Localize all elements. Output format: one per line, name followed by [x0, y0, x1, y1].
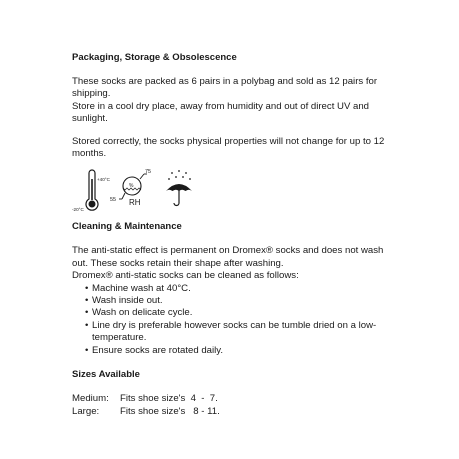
- storage-paragraph: Store in a cool dry place, away from humidity and out of direct UV and sunlight.: [72, 100, 370, 125]
- bullet-icon: •: [85, 282, 89, 294]
- temp-low-label: -20°C: [72, 207, 84, 213]
- humidity-high-label: 75: [145, 169, 151, 176]
- size-value-large: Fits shoe size's 8 - 11.: [120, 405, 220, 417]
- list-item: [86, 345, 392, 357]
- list-item-text: Wash inside out.: [92, 295, 163, 307]
- product-info: [72, 52, 392, 418]
- cleaning-intro: Dromex® anti-static socks can be cleaned as follows:: [72, 270, 299, 282]
- cleaning-heading: Cleaning & Maintenance: [72, 221, 182, 233]
- humidity-rh-label: RH: [129, 198, 141, 208]
- bullet-icon: •: [85, 344, 89, 356]
- list-item: [86, 295, 392, 307]
- list-item: [86, 307, 392, 319]
- list-item-text: Line dry is preferable however socks can be tumble dried on a low-temperature.: [92, 319, 377, 344]
- humidity-low-label: 55: [110, 197, 116, 204]
- thermometer-icon: [72, 169, 112, 213]
- size-label-large: Large:: [72, 405, 100, 417]
- size-value-medium: Fits shoe size's 4 - 7.: [120, 393, 218, 405]
- packaging-heading: Packaging, Storage & Obsolescence: [72, 52, 237, 63]
- bullet-icon: •: [85, 307, 89, 319]
- packaging-paragraph: These socks are packed as 6 pairs in a polybag and sold as 12 pairs for shipping.: [72, 76, 378, 100]
- humidity-unit: %: [129, 183, 134, 190]
- sizes-table: [72, 393, 392, 418]
- anti-static-paragraph: The anti-static effect is permanent on Dromex® socks and does not wash out. These socks retain their shape after washing.: [72, 245, 384, 269]
- temp-high-label: +40°C: [97, 177, 110, 183]
- size-label-medium: Medium:: [72, 393, 109, 405]
- list-item: [86, 320, 392, 345]
- list-item-text: Wash on delicate cycle.: [92, 307, 193, 319]
- bullet-icon: •: [85, 319, 89, 331]
- cleaning-list: [72, 283, 392, 357]
- list-item-text: Machine wash at 40°C.: [92, 282, 191, 294]
- list-item: [86, 283, 392, 295]
- keep-dry-icon: [162, 169, 198, 213]
- bullet-icon: •: [85, 295, 89, 307]
- shelf-life-paragraph: Stored correctly, the socks physical properties will not change for up to 12 months.: [72, 135, 385, 160]
- humidity-icon: [110, 167, 160, 213]
- list-item-text: Ensure socks are rotated daily.: [92, 344, 224, 356]
- storage-icons: [72, 167, 392, 221]
- sizes-heading: Sizes Available: [72, 369, 140, 381]
